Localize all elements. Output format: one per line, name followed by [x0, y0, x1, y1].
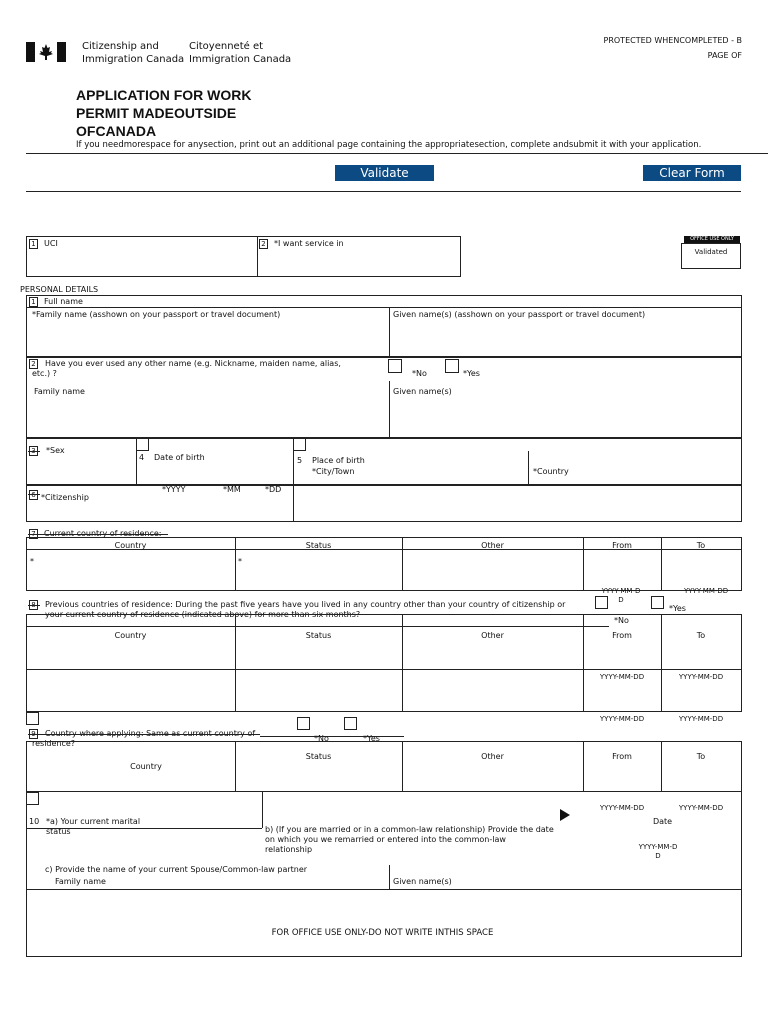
marital-a-rule — [26, 828, 262, 829]
title-line-2: PERMIT MADEOUTSIDE — [76, 105, 237, 121]
app-col-other: Other — [481, 752, 504, 761]
current-residence-number: 7 — [29, 529, 38, 539]
dob-label: Date of birth — [154, 453, 205, 462]
dept-fr-line-2: Immigration Canada — [189, 54, 292, 65]
marital-arrow-icon — [560, 806, 570, 818]
q9-marker — [26, 712, 39, 725]
header-rule — [26, 153, 768, 154]
current-residence-strike — [28, 534, 168, 535]
q2-number: 2 — [259, 239, 268, 249]
button-bar-rule — [26, 191, 741, 192]
validate-button[interactable]: Validate — [335, 165, 434, 181]
marital-c-label: c) Provide the name of your current Spouse/Common-law partner — [45, 865, 308, 874]
citizenship-bottom-rule — [26, 521, 742, 522]
spouse-given-name-label: Given name(s) — [393, 877, 452, 886]
prev-row1-to-format: YYYY-MM-DD — [678, 673, 724, 681]
other-family-name-input[interactable] — [28, 400, 386, 435]
other-name-divider — [389, 381, 390, 438]
prev-col-1 — [235, 614, 236, 712]
prev-col-2 — [402, 614, 403, 712]
sex-select[interactable] — [136, 438, 149, 451]
cur-from-format: YYYY-MM-DD — [601, 587, 641, 604]
clear-form-button[interactable]: Clear Form — [643, 165, 741, 181]
marital-date-format: YYYY-MM-DD — [638, 843, 678, 860]
form-title — [76, 86, 252, 140]
applying-top-rule — [260, 736, 404, 737]
applying-strike — [28, 734, 260, 735]
given-name-label: Given name(s) (asshown on your passport or travel document) — [393, 310, 646, 319]
pob-label: Place of birth — [312, 456, 365, 465]
q10-marker — [26, 792, 39, 805]
prev-strike-1 — [28, 605, 40, 606]
applying-no-label: *No — [314, 734, 329, 743]
department-name-english — [82, 40, 184, 66]
citizenship-number: 6 — [29, 490, 38, 500]
applying-no-checkbox[interactable] — [297, 717, 310, 730]
app-col-status: Status — [305, 752, 332, 761]
prev-col-status: Status — [305, 631, 332, 640]
applying-yes-checkbox[interactable] — [344, 717, 357, 730]
page-of-label: PAGE OF — [707, 51, 742, 60]
pob-city-label: *City/Town — [312, 467, 355, 476]
other-name-no-label: *No — [412, 369, 427, 378]
previous-residence-question: Previous countries of residence: During the past five years have you lived in any country other than your country of citizenship or your current country of residence (indicated above) for more than six months? — [45, 600, 566, 619]
citizenship-label: *Citizenship — [41, 493, 89, 502]
cur-status-required: * — [238, 557, 242, 566]
sex-dob-pob-row — [26, 438, 742, 485]
cur-col-from: From — [612, 541, 632, 550]
app-to-format: YYYY-MM-DD — [678, 804, 724, 812]
dob-number: 4 — [139, 453, 145, 462]
full-name-number: 1 — [29, 297, 38, 307]
cur-to-format: YYYY-MM-DD — [684, 587, 729, 595]
applying-yes-label: *Yes — [363, 734, 380, 743]
other-name-number: 2 — [29, 359, 38, 369]
full-name-label: Full name — [44, 297, 83, 306]
previous-residence-number: 8 — [29, 600, 38, 610]
cur-col-country: Country — [114, 541, 147, 550]
office-use-only-tag: OFFICE USE ONLY — [684, 236, 740, 243]
marital-a-divider — [262, 792, 263, 828]
prev-residence-yes-label: *Yes — [669, 604, 686, 613]
spouse-family-name-label: Family name — [55, 877, 106, 886]
prev-row1-from-format: YYYY-MM-DD — [599, 673, 645, 681]
right-edge-cit — [741, 485, 742, 521]
canada-flag-logo — [26, 42, 66, 62]
prev-header-rule — [26, 626, 609, 627]
marital-right-edge — [741, 792, 742, 890]
prev-col-country: Country — [114, 631, 147, 640]
other-name-question: Have you ever used any other name (e.g. Nickname, maiden name, alias, etc.) ? — [32, 359, 341, 378]
full-name-rule — [26, 307, 742, 308]
cur-col-other: Other — [481, 541, 504, 550]
family-name-label: *Family name (asshown on your passport or travel document) — [32, 310, 281, 319]
marital-number: 10 — [29, 817, 40, 826]
other-given-name-input[interactable] — [392, 400, 738, 435]
dept-fr-line-1: Citoyenneté et — [189, 41, 264, 52]
app-col-3 — [583, 741, 584, 792]
prev-col-from: From — [612, 631, 632, 640]
app-col-to: To — [696, 752, 706, 761]
marital-a-label: *a) Your current marital status — [46, 817, 141, 836]
other-name-no-checkbox[interactable] — [388, 359, 402, 373]
prev-residence-yes-checkbox[interactable] — [651, 596, 664, 609]
instructions-text: If you needmorespace for anysection, print out an additional page containing the appropriatesection, complete andsubmit it with your application. — [76, 140, 702, 150]
current-residence-label: Current country of residence: — [44, 529, 162, 538]
dob-mm-label: *MM — [223, 485, 241, 494]
dept-en-line-1: Citizenship and — [82, 41, 159, 52]
other-name-yes-checkbox[interactable] — [445, 359, 459, 373]
applying-question: Country where applying: Same as current country of residence? — [32, 729, 256, 748]
dob-divider — [293, 451, 294, 521]
given-name-input[interactable] — [392, 322, 738, 354]
dob-dd-label: *DD — [265, 485, 282, 494]
app-col-country: Country — [130, 762, 162, 771]
q1-number: 1 — [29, 239, 38, 249]
citizenship-input[interactable] — [298, 488, 738, 518]
title-line-1: APPLICATION FOR WORK — [76, 87, 252, 103]
prev-col-4 — [661, 614, 662, 712]
app-from-format: YYYY-MM-DD — [599, 804, 645, 812]
prev-row-rule — [26, 669, 742, 670]
prev-row2-from-format: YYYY-MM-DD — [599, 715, 645, 723]
dept-en-line-2: Immigration Canada — [82, 54, 185, 65]
marital-date-word: Date — [652, 817, 673, 826]
left-edge-cit — [26, 485, 27, 521]
office-use-space-text: FOR OFFICE USE ONLY-DO NOT WRITE INTHIS SPACE — [271, 928, 494, 938]
prev-col-other: Other — [481, 631, 504, 640]
prev-col-3 — [583, 614, 584, 712]
validated-label: Validated — [694, 248, 728, 256]
sex-number: 3 — [29, 446, 38, 456]
pob-number: 5 — [297, 456, 303, 465]
spouse-divider — [389, 865, 390, 890]
cur-country-required: * — [30, 557, 34, 566]
other-given-name-label: Given name(s) — [393, 387, 452, 396]
sex-strike — [28, 451, 40, 452]
cur-col-to: To — [696, 541, 706, 550]
prev-row2-to-format: YYYY-MM-DD — [678, 715, 724, 723]
citizenship-strike — [28, 494, 40, 495]
full-name-divider — [389, 307, 390, 357]
prev-residence-no-checkbox[interactable] — [595, 596, 608, 609]
app-col-2 — [402, 741, 403, 792]
dob-yyyy-label: *YYYY — [162, 485, 186, 494]
department-name-french — [189, 40, 291, 66]
uci-field[interactable] — [26, 236, 258, 277]
prev-col-to: To — [696, 631, 706, 640]
service-language-label: *I want service in — [274, 239, 344, 248]
citizenship-top-rule — [26, 485, 742, 486]
cur-col-status: Status — [305, 541, 332, 550]
other-name-yes-label: *Yes — [463, 369, 480, 378]
uci-label: UCI — [44, 239, 58, 248]
app-col-4 — [661, 741, 662, 792]
pob-divider — [528, 451, 529, 485]
prev-residence-no-label: *No — [614, 616, 629, 625]
applying-number: 9 — [29, 729, 38, 739]
family-name-input[interactable] — [28, 322, 386, 354]
office-use-space — [26, 889, 742, 957]
app-col-from: From — [612, 752, 632, 761]
protected-label: PROTECTED WHENCOMPLETED - B — [603, 36, 742, 45]
sex-label: *Sex — [46, 446, 65, 455]
personal-details-heading: PERSONAL DETAILS — [20, 285, 99, 294]
sex-divider — [136, 451, 137, 485]
dob-field[interactable] — [293, 438, 306, 451]
pob-country-label: *Country — [533, 467, 569, 476]
marital-b-label: b) (If you are married or in a common-law relationship) Provide the date on which you we remarried or entered into the common-law relationship — [265, 825, 554, 854]
marital-left-edge — [26, 792, 27, 890]
previous-residence-table — [26, 614, 742, 712]
title-line-3: OFCANADA — [76, 123, 157, 139]
other-family-name-label: Family name — [34, 387, 85, 396]
